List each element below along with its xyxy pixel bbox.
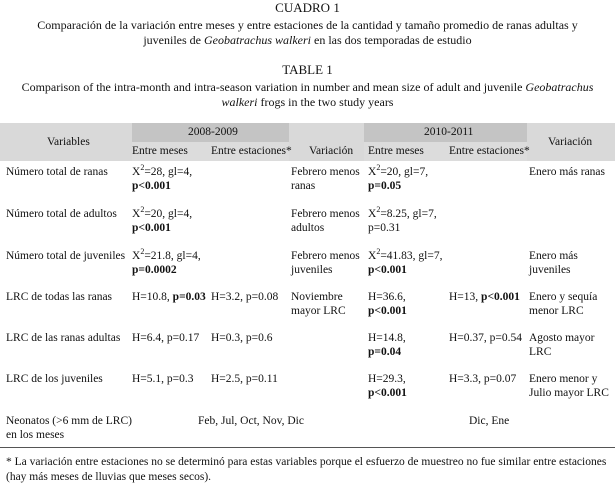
- header-period2: 2010-2011: [424, 126, 474, 138]
- row-p1-meses: $X^2=21.8$, gl=4, p=0.0002: [132, 247, 201, 276]
- row-p1-estaciones: H=3.2, p=0.08: [211, 291, 279, 303]
- row-p1-meses: H=10.8, p=0.03: [132, 291, 206, 303]
- spanish-caption: [20, 18, 595, 48]
- header-entre-meses-2: Entre meses: [368, 145, 424, 157]
- row-p1-estaciones: H=2.5, p=0.11: [211, 373, 278, 385]
- row-p2-meses: H=36.6, p<0.001: [368, 291, 407, 317]
- row-p1-estaciones: H=0.3, p=0.6: [211, 332, 273, 344]
- row-variable: Número total de juveniles: [6, 250, 126, 262]
- row-neonatos-p2: Dic, Ene: [469, 415, 510, 427]
- row-p2-estaciones: H=0.37, p=0.54: [449, 332, 523, 344]
- row-p1-meses: $X^2=20$, gl=4, p<0.001: [132, 205, 193, 234]
- spanish-caption-text-a: Comparación de la variación entre meses y entre estaciones de la cantidad y tamaño promedio de ranas adultas y juveniles de: [37, 18, 578, 47]
- row-variable: LRC de los juveniles: [6, 373, 103, 385]
- row-variacion1: Noviembre mayor LRC: [291, 291, 346, 317]
- english-caption-text-b: frogs in the two study years: [257, 95, 394, 109]
- table-title: TABLE 1: [282, 62, 333, 77]
- row-variacion2: Agosto mayor LRC: [529, 332, 595, 358]
- header-entre-estaciones-2: Entre estaciones*: [449, 145, 530, 157]
- footnote: * La variación entre estaciones no se determinó para estas variables porque el esfuerzo de muestreo no fue similar entre estaciones (hay más meses de lluvias que meses secos).: [6, 456, 607, 483]
- english-caption: [20, 80, 595, 110]
- row-variable: Neonatos (>6 mm de LRC) en los meses: [6, 415, 132, 441]
- english-caption-text-a: Comparison of the intra-month and intra-season variation in number and mean size of adult and juvenile: [21, 80, 526, 94]
- row-p1-meses: H=6.4, p=0.17: [132, 332, 200, 344]
- row-p2-meses: $X^2=20$, gl=7, p=0.05: [368, 163, 429, 192]
- english-caption-species: Geobatrachus walkeri: [221, 80, 594, 109]
- cuadro-title: CUADRO 1: [275, 0, 340, 15]
- row-variacion2: Enero más juveniles: [529, 250, 578, 276]
- header-entre-estaciones-1: Entre estaciones*: [211, 145, 292, 157]
- header-entre-meses-1: Entre meses: [132, 145, 188, 157]
- row-variable: Número total de adultos: [6, 208, 117, 220]
- row-variacion1: Febrero menos adultos: [291, 208, 360, 234]
- header-variacion-mid: Variación: [309, 145, 354, 157]
- row-p1-meses: $X^2=28$, gl=4, p<0.001: [132, 163, 193, 192]
- row-variacion2: Enero y sequía menor LRC: [529, 291, 598, 317]
- row-p1-meses: H=5.1, p=0.3: [132, 373, 194, 385]
- header-variacion-right: Variación: [548, 136, 593, 148]
- row-p2-meses: H=14.8, p=0.04: [368, 332, 406, 358]
- table-header: [0, 123, 615, 161]
- header-variables: Variables: [47, 136, 90, 148]
- header-period1: 2008-2009: [188, 126, 238, 138]
- row-variacion1: Febrero menos juveniles: [291, 250, 360, 276]
- row-p2-estaciones: H=13, p<0.001: [449, 291, 520, 303]
- row-variacion2: Enero menor y Julio mayor LRC: [529, 373, 609, 399]
- row-p2-meses: H=29.3, p<0.001: [368, 373, 407, 399]
- row-variable: LRC de las ranas adultas: [6, 332, 121, 344]
- row-variable: Número total de ranas: [6, 166, 108, 178]
- row-variacion2: Enero más ranas: [529, 166, 605, 178]
- row-variacion1: Febrero menos ranas: [291, 166, 360, 192]
- row-variable: LRC de todas las ranas: [6, 291, 113, 303]
- row-p2-estaciones: H=3.3, p=0.07: [449, 373, 517, 385]
- row-p2-meses: $X^2=41.83$, gl=7, p<0.001: [368, 247, 443, 276]
- table-bottom-rule: [0, 447, 615, 448]
- spanish-caption-species: Geobatrachus walkeri: [204, 33, 311, 47]
- spanish-caption-text-b: en las dos temporadas de estudio: [311, 33, 472, 47]
- row-neonatos-p1: Feb, Jul, Oct, Nov, Dic: [198, 415, 304, 427]
- row-p2-meses: $X^2=8.25$, gl=7, p=0.31: [368, 205, 437, 234]
